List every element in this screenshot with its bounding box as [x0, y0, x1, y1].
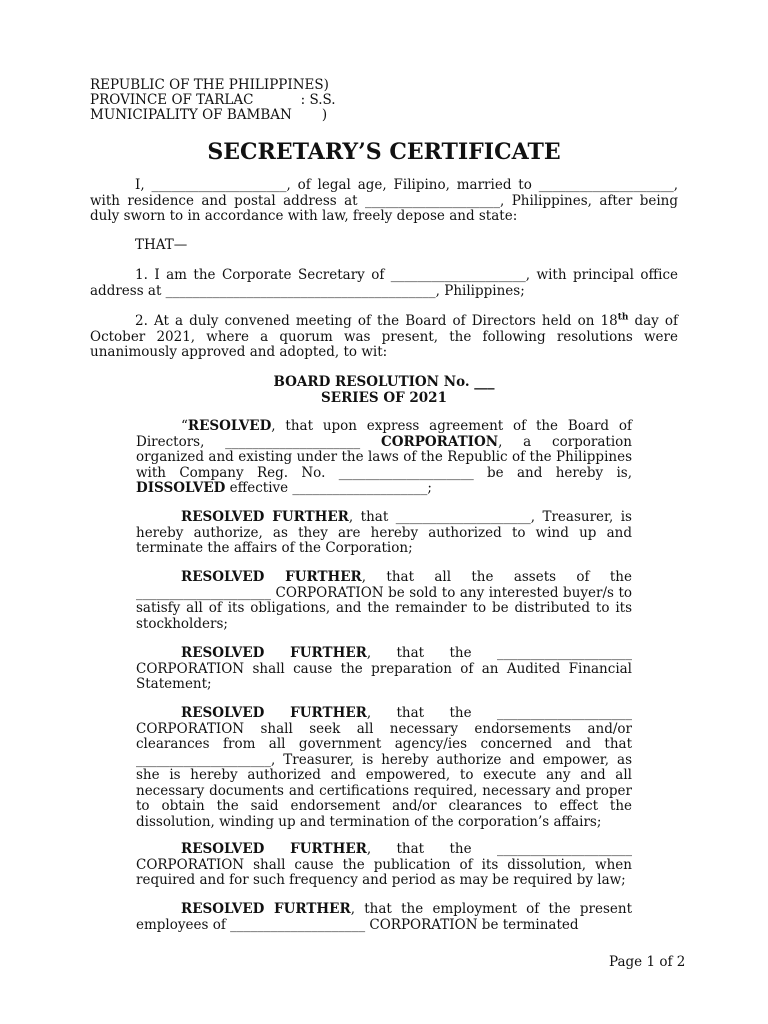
resolved-further-label: RESOLVED FURTHER	[181, 569, 362, 585]
resolution-1-text-c: effective ____________________;	[225, 480, 432, 496]
that-paragraph: THAT—	[135, 237, 188, 253]
resolution-3	[136, 570, 632, 632]
resolution-3-text: , that all the assets of the ____________________ CORPORATION be sold to any interested buyer/s to satisfy all of its obligations, and the remainder to be distributed to its stockholders;	[136, 569, 632, 632]
resolution-6	[136, 842, 632, 889]
resolved-further-label: RESOLVED FURTHER	[181, 705, 367, 721]
venue-header	[90, 78, 336, 123]
resolution-7-text: , that the employment of the present employees of ____________________ CORPORATION be terminated	[136, 901, 632, 933]
resolved-further-label: RESOLVED FURTHER	[181, 841, 367, 857]
resolved-further-label: RESOLVED FURTHER	[181, 901, 351, 917]
header-line-province: PROVINCE OF TARLAC : S.S.	[90, 92, 336, 108]
resolution-2	[136, 510, 632, 557]
document-title: SECRETARY’S CERTIFICATE	[207, 139, 561, 165]
resolution-4-text: , that the ____________________ CORPORATION shall cause the preparation of an Audited Financial Statement;	[136, 645, 632, 692]
item-2-paragraph	[90, 314, 678, 361]
item-2-text-a: 2. At a duly convened meeting of the Board of Directors held on 18	[135, 313, 618, 329]
resolution-1-text-b: , a corporation organized and existing under the laws of the Republic of the Philippines with Company Reg. No. ____________________ be and hereby is,	[136, 433, 633, 481]
header-line-municipality: MUNICIPALITY OF BAMBAN )	[90, 107, 328, 123]
resolution-4	[136, 646, 632, 693]
resolution-1	[136, 419, 632, 497]
dissolved-label: DISSOLVED	[136, 480, 226, 496]
resolved-further-label: RESOLVED FURTHER	[181, 509, 349, 525]
corporation-label: CORPORATION	[381, 433, 499, 450]
quote-mark: “	[181, 418, 188, 434]
intro-paragraph: I, ____________________, of legal age, Filipino, married to ____________________, with residence and postal address at ____________________, Philippines, after being duly sworn to in accordance with law, freely depose and state:	[90, 177, 678, 224]
header-line-republic: REPUBLIC OF THE PHILIPPINES)	[90, 77, 329, 93]
resolution-6-text: , that the ____________________ CORPORATION shall cause the publication of its dissolution, when required and for such frequency and period as may be required by law;	[136, 841, 632, 888]
item-2-superscript: th	[617, 312, 629, 323]
resolution-5	[136, 706, 632, 830]
board-resolution-series: SERIES OF 2021	[321, 390, 447, 406]
resolution-7	[136, 902, 632, 933]
resolved-label: RESOLVED	[187, 418, 272, 434]
board-resolution-heading	[0, 374, 768, 406]
item-2-text-b: day of October 2021, where a quorum was present, the following resolutions were unanimously approved and adopted, to wit:	[90, 313, 678, 360]
page-number: Page 1 of 2	[609, 954, 686, 970]
item-1-paragraph: 1. I am the Corporate Secretary of ____________________, with principal office address at ________________________________________, Philippines;	[90, 267, 678, 299]
resolution-5-text: , that the ____________________ CORPORATION shall seek all necessary endorsements and/or clearances from all government agency/ies concerned and that ____________________, Treasurer, is hereby authorize and empower, as she is hereby authorized and empowered, to execute any and all necessary documents and certifications required, necessary and proper to obtain the said endorsement and/or clearances to effect the dissolution, winding up and termination of the corporation’s affairs;	[136, 705, 632, 830]
resolution-1-text-a: , that upon express agreement of the Board of Directors, ____________________	[136, 418, 632, 450]
board-resolution-number: BOARD RESOLUTION No. ___	[273, 374, 495, 390]
resolved-further-label: RESOLVED FURTHER	[181, 645, 367, 661]
resolution-2-text: , that ____________________, Treasurer, is hereby authorize, as they are hereby authorized to wind up and terminate the affairs of the Corporation;	[136, 509, 632, 556]
